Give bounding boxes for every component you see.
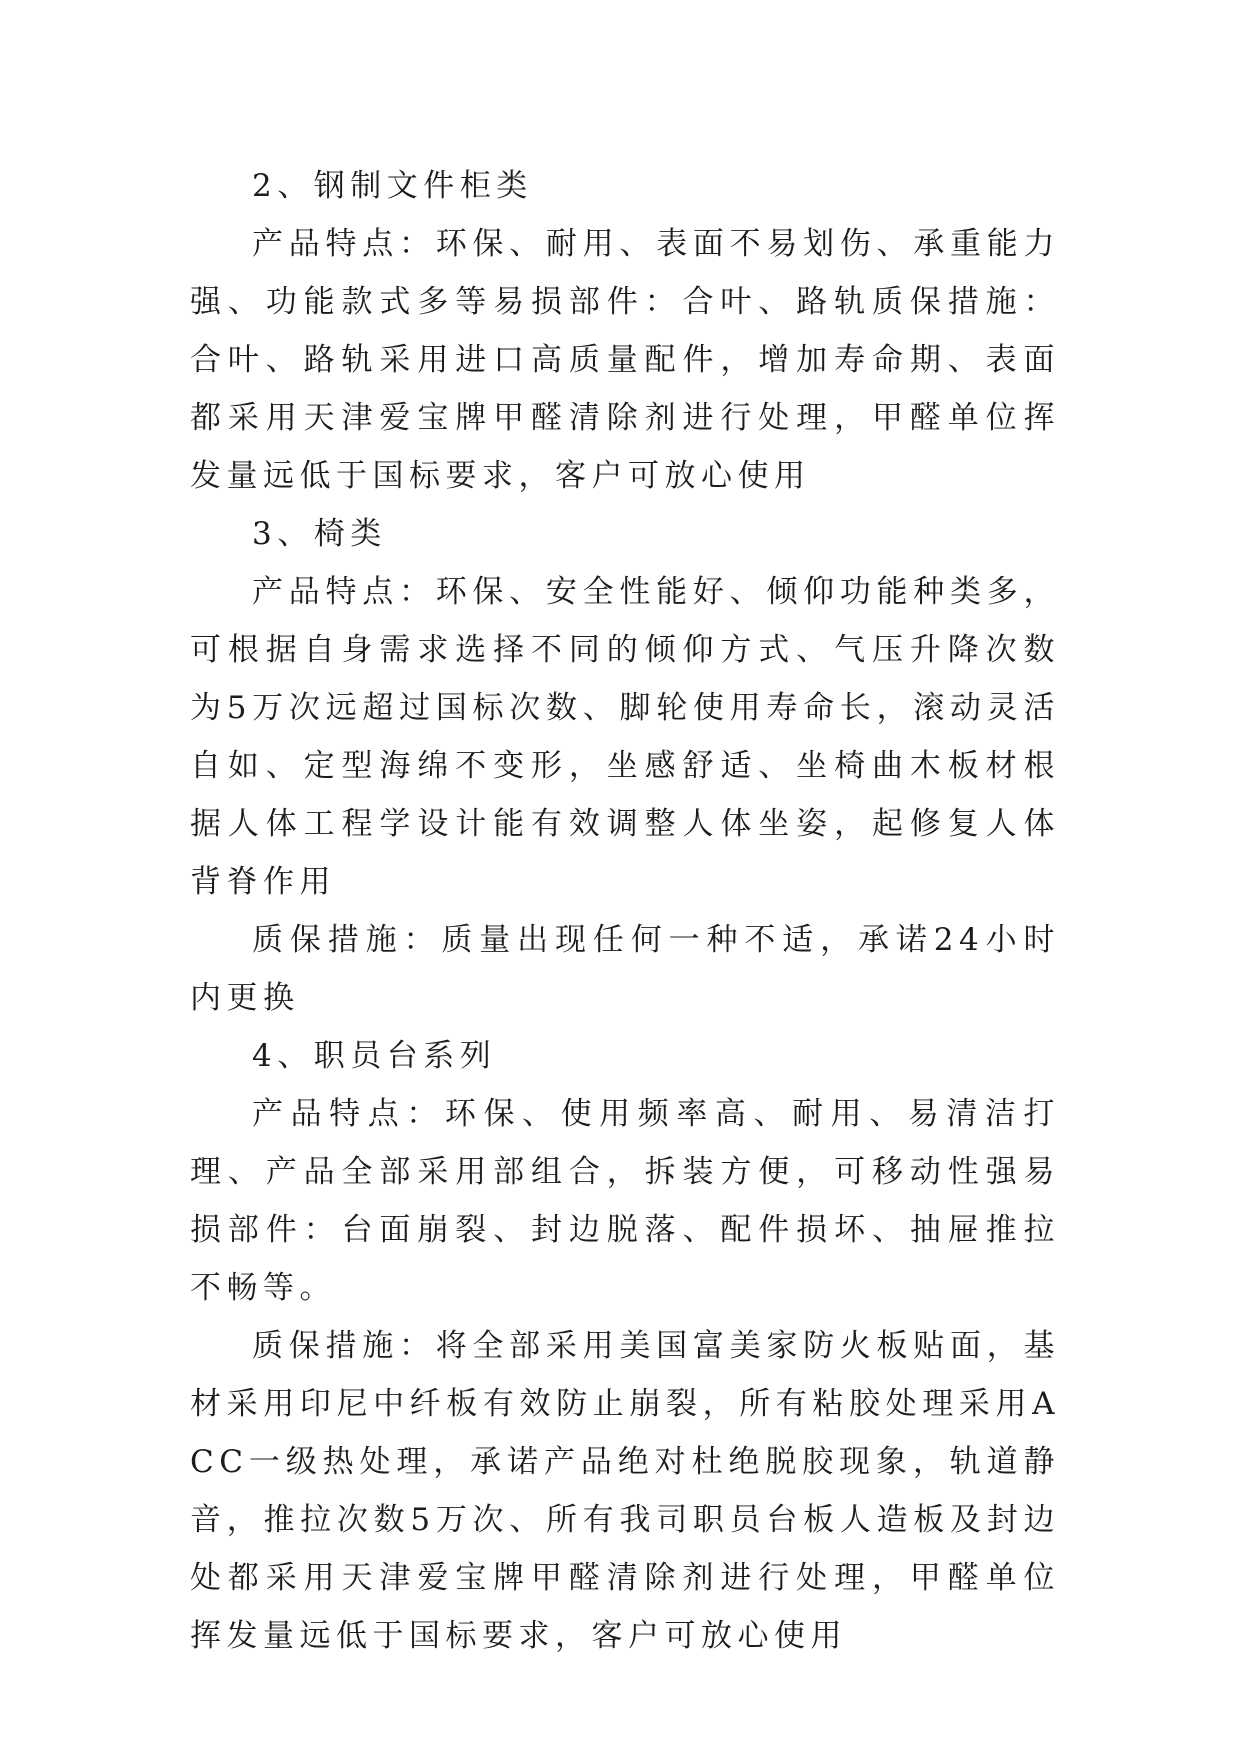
section-heading-staff-desks: 4、职员台系列 [252,1038,497,1074]
steel-cabinets-features-paragraph: 产品特点：环保、耐用、表面不易划伤、承重能力强、功能款式多等易损部件：合叶、路轨质保措施：合叶、路轨采用进口高质量配件，增加寿命期、表面都采用天津爱宝牌甲醛清除剂进行处理，甲醛单位挥发量远低于国标要求，客户可放心使用 [190,226,1060,494]
chairs-features-paragraph: 产品特点：环保、安全性能好、倾仰功能种类多，可根据自身需求选择不同的倾仰方式、气压升降次数为5万次远超过国标次数、脚轮使用寿命长，滚动灵活自如、定型海绵不变形，坐感舒适、坐椅曲木板材根据人体工程学设计能有效调整人体坐姿，起修复人体背脊作用 [190,574,1060,900]
section-heading-chairs: 3、椅类 [252,516,387,552]
section-heading-steel-cabinets: 2、钢制文件柜类 [252,168,533,204]
chairs-warranty-paragraph: 质保措施：质量出现任何一种不适，承诺24小时内更换 [190,922,1060,1016]
staff-desks-warranty-paragraph: 质保措施：将全部采用美国富美家防火板贴面，基材采用印尼中纤板有效防止崩裂，所有粘胶处理采用ACC一级热处理，承诺产品绝对杜绝脱胶现象，轨道静音，推拉次数5万次、所有我司职员台板人造板及封边处都采用天津爱宝牌甲醛清除剂进行处理，甲醛单位挥发量远低于国标要求，客户可放心使用 [190,1328,1060,1654]
document-body [190,157,1060,1665]
staff-desks-features-paragraph: 产品特点：环保、使用频率高、耐用、易清洁打理、产品全部采用部组合，拆装方便，可移动性强易损部件：台面崩裂、封边脱落、配件损坏、抽屉推拉不畅等。 [190,1096,1060,1306]
